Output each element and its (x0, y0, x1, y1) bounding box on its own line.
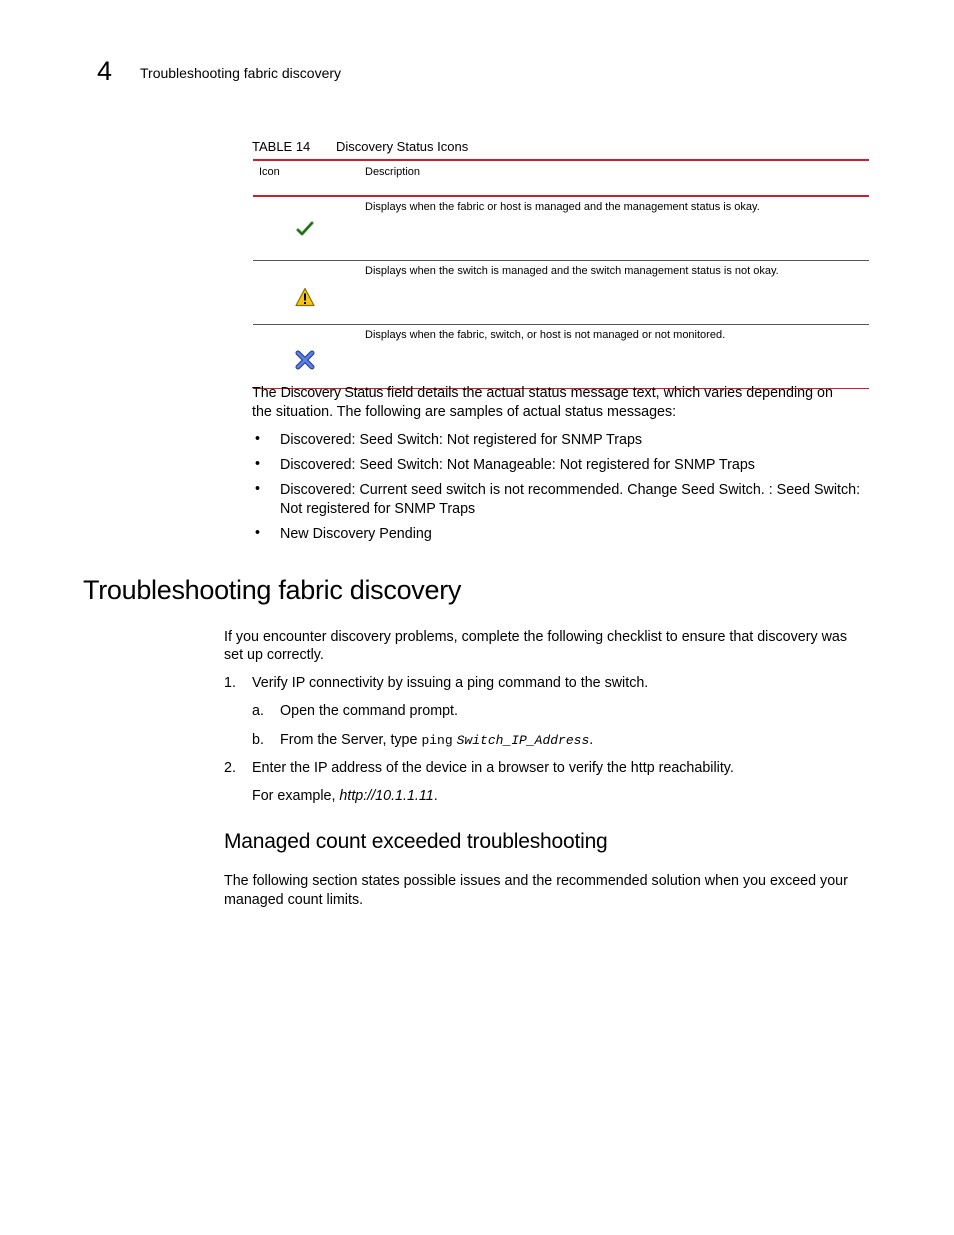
chapter-number: 4 (97, 56, 113, 86)
field-name: Discovery Status (280, 385, 384, 401)
list-item: New Discovery Pending (280, 526, 432, 542)
step-number: 1. (224, 675, 236, 691)
bullet-dot: • (255, 525, 261, 541)
substep-text (280, 731, 593, 750)
table-row (253, 196, 869, 261)
step-text: Enter the IP address of the device in a browser to verify the http reachability. (252, 760, 734, 776)
yellow-warning-icon (295, 287, 315, 307)
section-intro-line2: set up correctly. (224, 647, 324, 663)
step-text: Verify IP connectivity by issuing a ping command to the switch. (252, 675, 649, 691)
intro-text: field details the actual status message text, which varies depending on (383, 385, 833, 401)
col-header-description: Description (359, 160, 869, 196)
table-row (253, 261, 869, 325)
running-header-title: Troubleshooting fabric discovery (140, 65, 342, 81)
list-item: Discovered: Current seed switch is not recommended. Change Seed Switch. : Seed Switch: (280, 482, 861, 498)
table-title: Discovery Status Icons (336, 139, 469, 154)
list-item-continuation: Not registered for SNMP Traps (280, 501, 476, 517)
example-line (252, 787, 438, 806)
substep-text: Open the command prompt. (280, 703, 459, 719)
list-item: Discovered: Seed Switch: Not registered for SNMP Traps (280, 432, 643, 448)
table-caption (252, 139, 468, 154)
substep-letter: b. (252, 732, 264, 748)
command-argument: Switch_IP_Address (456, 733, 590, 748)
bullet-dot: • (255, 481, 261, 497)
substep-letter: a. (252, 703, 264, 719)
icon-cell (253, 261, 359, 325)
intro-text: The (252, 385, 281, 401)
example-prefix: For example, (252, 788, 340, 804)
table-label: TABLE 14 (252, 139, 311, 154)
intro-paragraph-line1 (252, 384, 833, 403)
bullet-dot: • (255, 456, 261, 472)
description-cell: Displays when the fabric, switch, or host is not managed or not monitored. (359, 325, 869, 389)
list-item: Discovered: Seed Switch: Not Manageable: Not registered for SNMP Traps (280, 457, 755, 473)
table-header-row (253, 160, 869, 196)
discovery-status-table (253, 159, 869, 389)
blue-x-icon (295, 350, 315, 370)
subsection-text-line1: The following section states possible issues and the recommended solution when you exceed your (224, 873, 848, 889)
section-heading: Troubleshooting fabric discovery (83, 575, 462, 605)
green-checkmark-icon (295, 219, 315, 239)
step-number: 2. (224, 760, 236, 776)
icon-cell (253, 325, 359, 389)
section-intro-line1: If you encounter discovery problems, complete the following checklist to ensure that discovery was (224, 629, 848, 645)
example-url: http://10.1.1.11 (339, 788, 434, 804)
description-cell: Displays when the fabric or host is managed and the management status is okay. (359, 196, 869, 261)
subsection-text-line2: managed count limits. (224, 892, 364, 908)
substep-period: . (589, 732, 594, 748)
command-text: ping (421, 733, 453, 748)
description-cell: Displays when the switch is managed and the switch management status is not okay. (359, 261, 869, 325)
icon-cell (253, 196, 359, 261)
intro-paragraph-line2: the situation. The following are samples of actual status messages: (252, 404, 677, 420)
example-period: . (433, 788, 438, 804)
subsection-heading: Managed count exceeded troubleshooting (224, 830, 608, 853)
substep-text-lead: From the Server, type (280, 732, 422, 748)
col-header-icon: Icon (253, 160, 359, 196)
bullet-dot: • (255, 431, 261, 447)
table-row (253, 325, 869, 389)
